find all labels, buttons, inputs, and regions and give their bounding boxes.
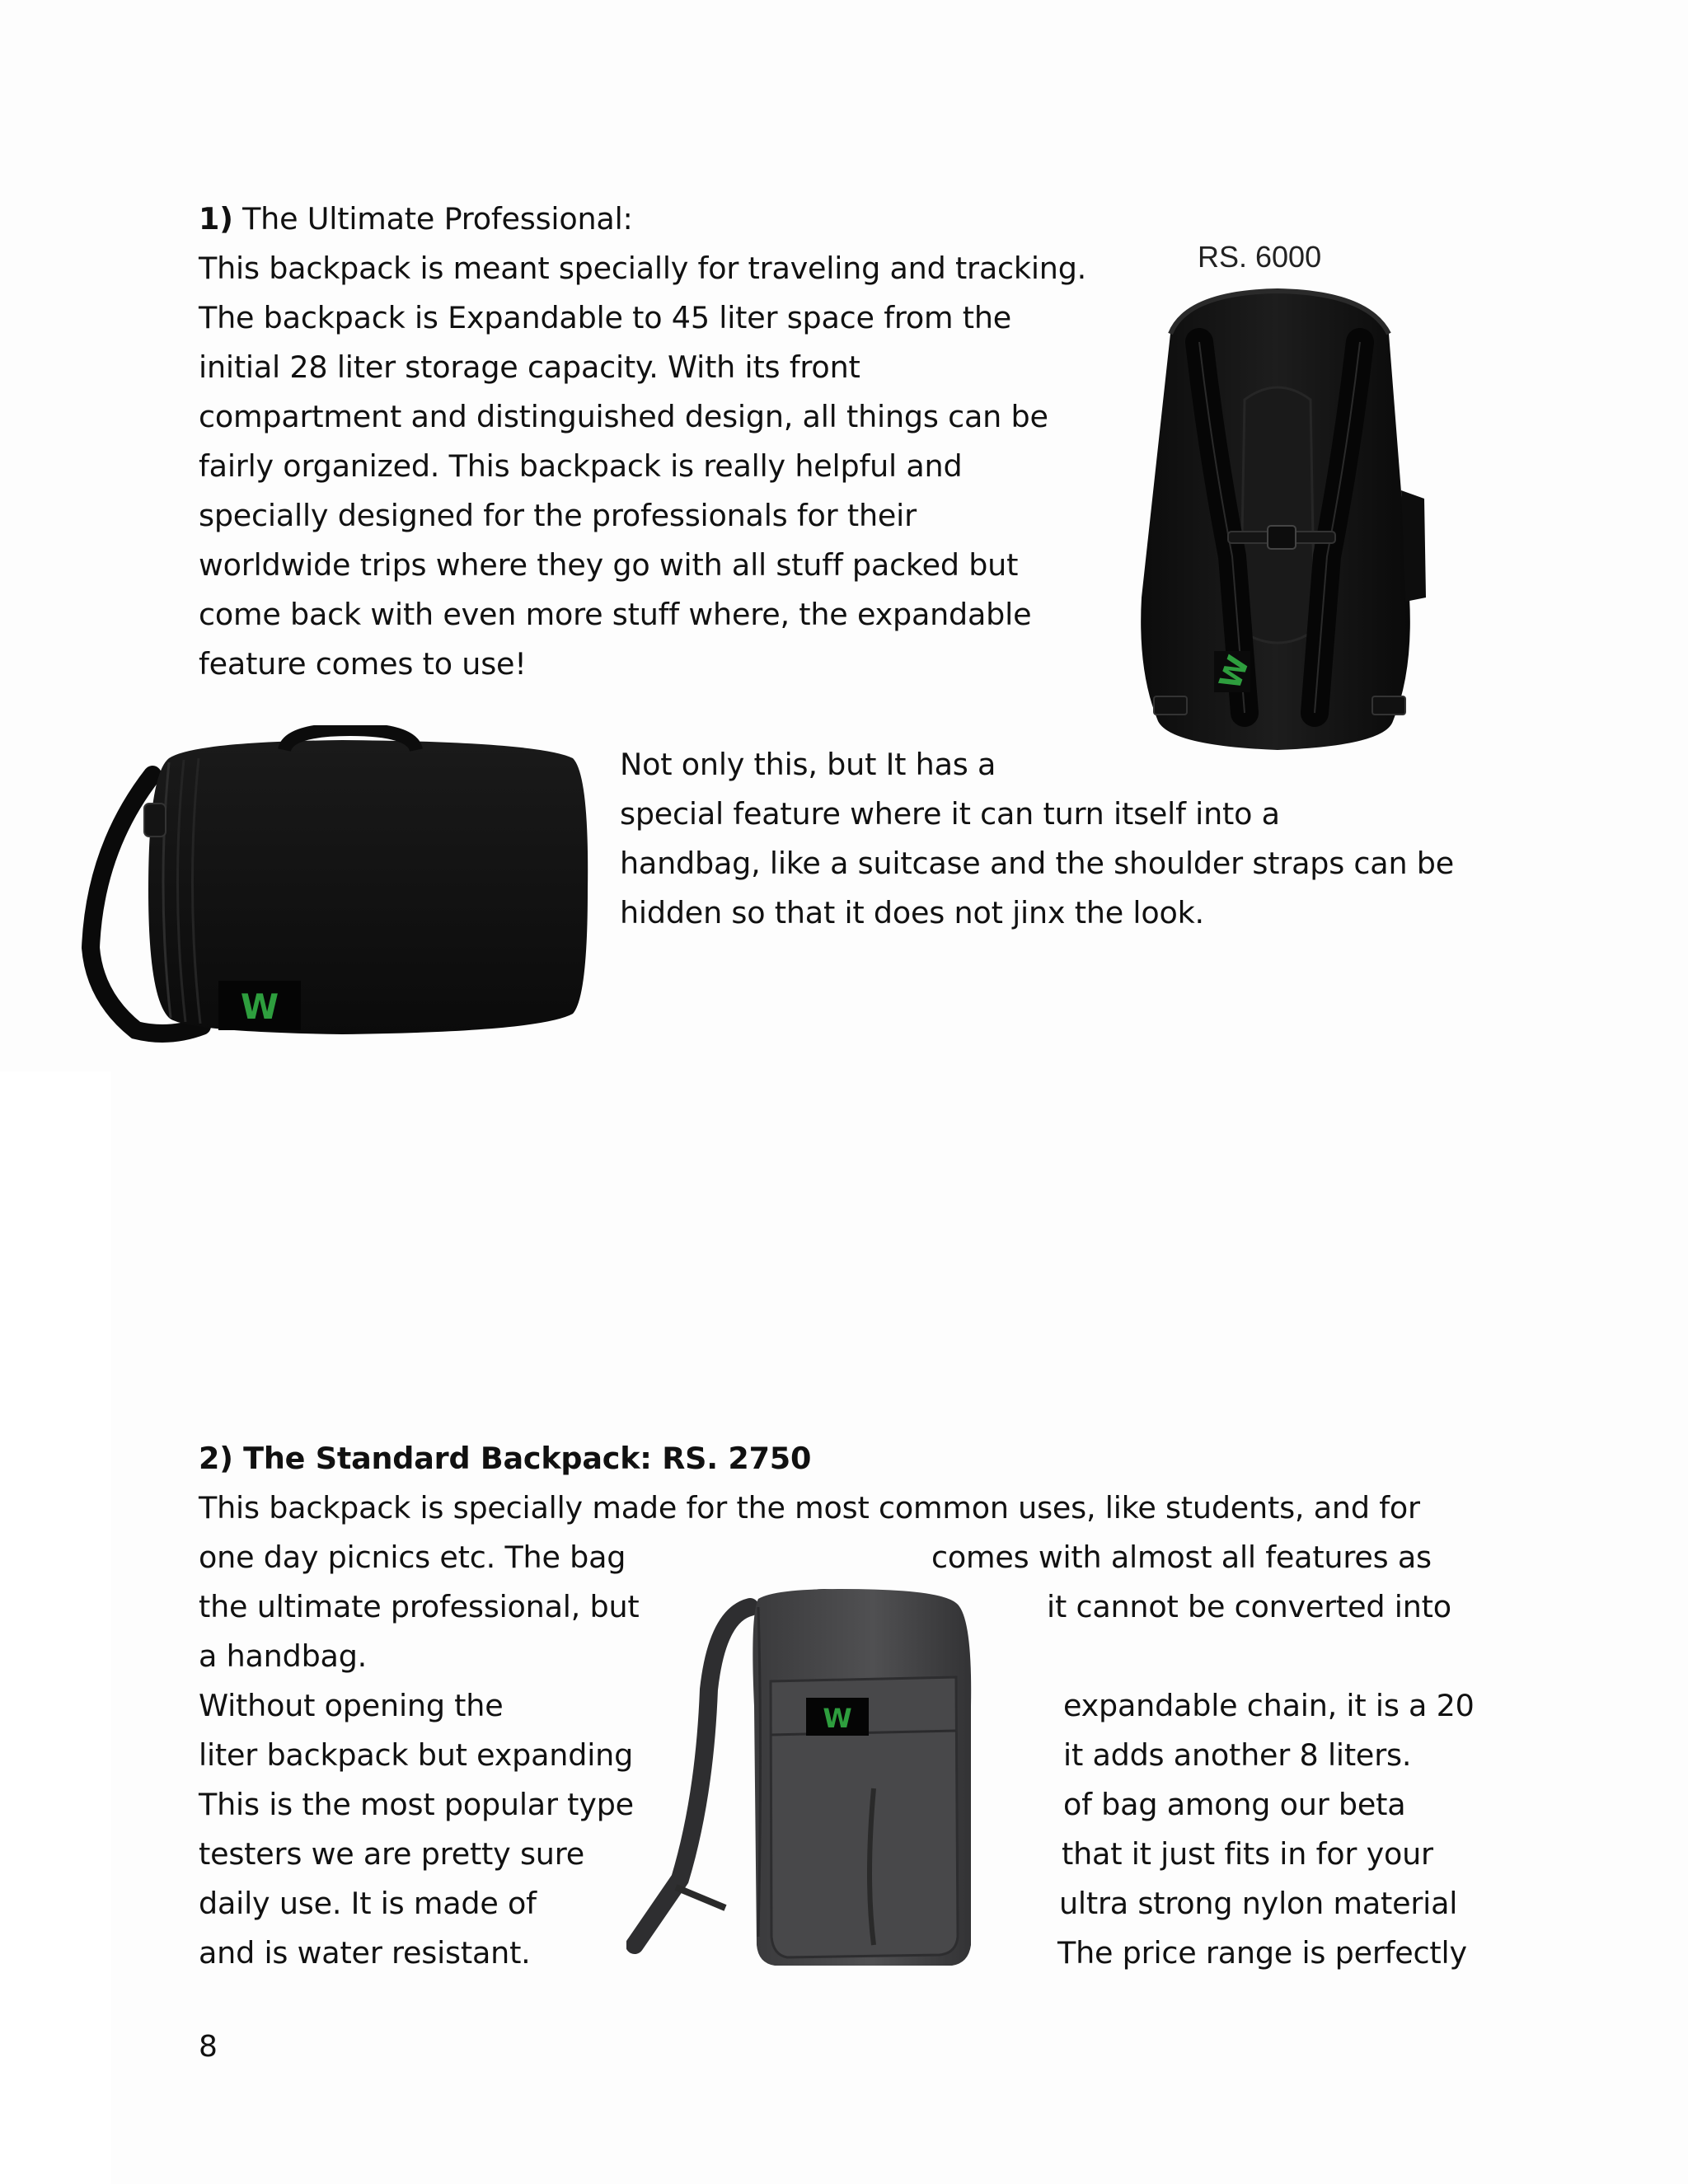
brand-logo-icon <box>806 1698 869 1736</box>
section1-continuation-line: special feature where it can turn itself into a <box>620 796 1280 832</box>
handbag-mode-image <box>78 725 606 1055</box>
svg-text:W: W <box>240 987 279 1027</box>
section2-left-line: and is water resistant. <box>199 1935 531 1971</box>
section2-left-line: testers we are pretty sure <box>199 1836 584 1872</box>
section1-continuation-line: handbag, like a suitcase and the shoulder straps can be <box>620 846 1455 881</box>
svg-text:W: W <box>823 1703 852 1734</box>
section2-right-line: ultra strong nylon material <box>1059 1886 1458 1921</box>
section2-heading: 2) The Standard Backpack: RS. 2750 <box>199 1441 812 1476</box>
section2-right-line: comes with almost all features as <box>931 1540 1432 1575</box>
section2-line: This backpack is specially made for the most common uses, like students, and for <box>199 1490 1420 1526</box>
section1-line: initial 28 liter storage capacity. With its front <box>199 349 860 385</box>
section1-number: 1) <box>199 201 233 237</box>
section2-right-line: expandable chain, it is a 20 <box>1063 1688 1475 1723</box>
section1-continuation-line: Not only this, but It has a <box>620 747 996 782</box>
section2-left-line: Without opening the <box>199 1688 504 1723</box>
section1-title <box>199 194 633 244</box>
section1-continuation-line: hidden so that it does not jinx the look. <box>620 895 1204 930</box>
ultimate-professional-backpack-image <box>1121 284 1442 762</box>
section2-left-line: This is the most popular type <box>199 1787 634 1822</box>
section2-left-line: liter backpack but expanding <box>199 1737 634 1773</box>
section1-line: come back with even more stuff where, the expandable <box>199 597 1032 632</box>
section2-right-line: it cannot be converted into <box>1047 1589 1451 1624</box>
section2-left-line: one day picnics etc. The bag <box>199 1540 626 1575</box>
page-number: 8 <box>199 2030 218 2064</box>
section2-right-line: it adds another 8 liters. <box>1063 1737 1412 1773</box>
standard-backpack-image <box>626 1582 1055 1978</box>
svg-text:W: W <box>1213 651 1257 694</box>
brand-logo-icon <box>1213 651 1256 694</box>
section1-title-text: The Ultimate Professional: <box>232 201 633 237</box>
brand-logo-icon <box>218 981 301 1030</box>
section2-right-line: The price range is perfectly <box>1057 1935 1467 1971</box>
section1-line: compartment and distinguished design, all things can be <box>199 399 1048 434</box>
page-background-strip <box>0 1071 111 2184</box>
section2-left-line: the ultimate professional, but <box>199 1589 640 1624</box>
section1-line: specially designed for the professionals for their <box>199 498 917 533</box>
ultimate-professional-price: RS. 6000 <box>1198 240 1322 274</box>
section1-line: The backpack is Expandable to 45 liter space from the <box>199 300 1012 335</box>
section1-line: This backpack is meant specially for traveling and tracking. <box>199 251 1087 286</box>
section2-right-line: of bag among our beta <box>1063 1787 1406 1822</box>
section1-line: fairly organized. This backpack is really helpful and <box>199 448 963 484</box>
section2-left-line: a handbag. <box>199 1638 368 1674</box>
section2-left-line: daily use. It is made of <box>199 1886 537 1921</box>
section1-line: feature comes to use! <box>199 646 527 682</box>
section2-right-line: that it just fits in for your <box>1062 1836 1433 1872</box>
section1-line: worldwide trips where they go with all stuff packed but <box>199 547 1019 583</box>
